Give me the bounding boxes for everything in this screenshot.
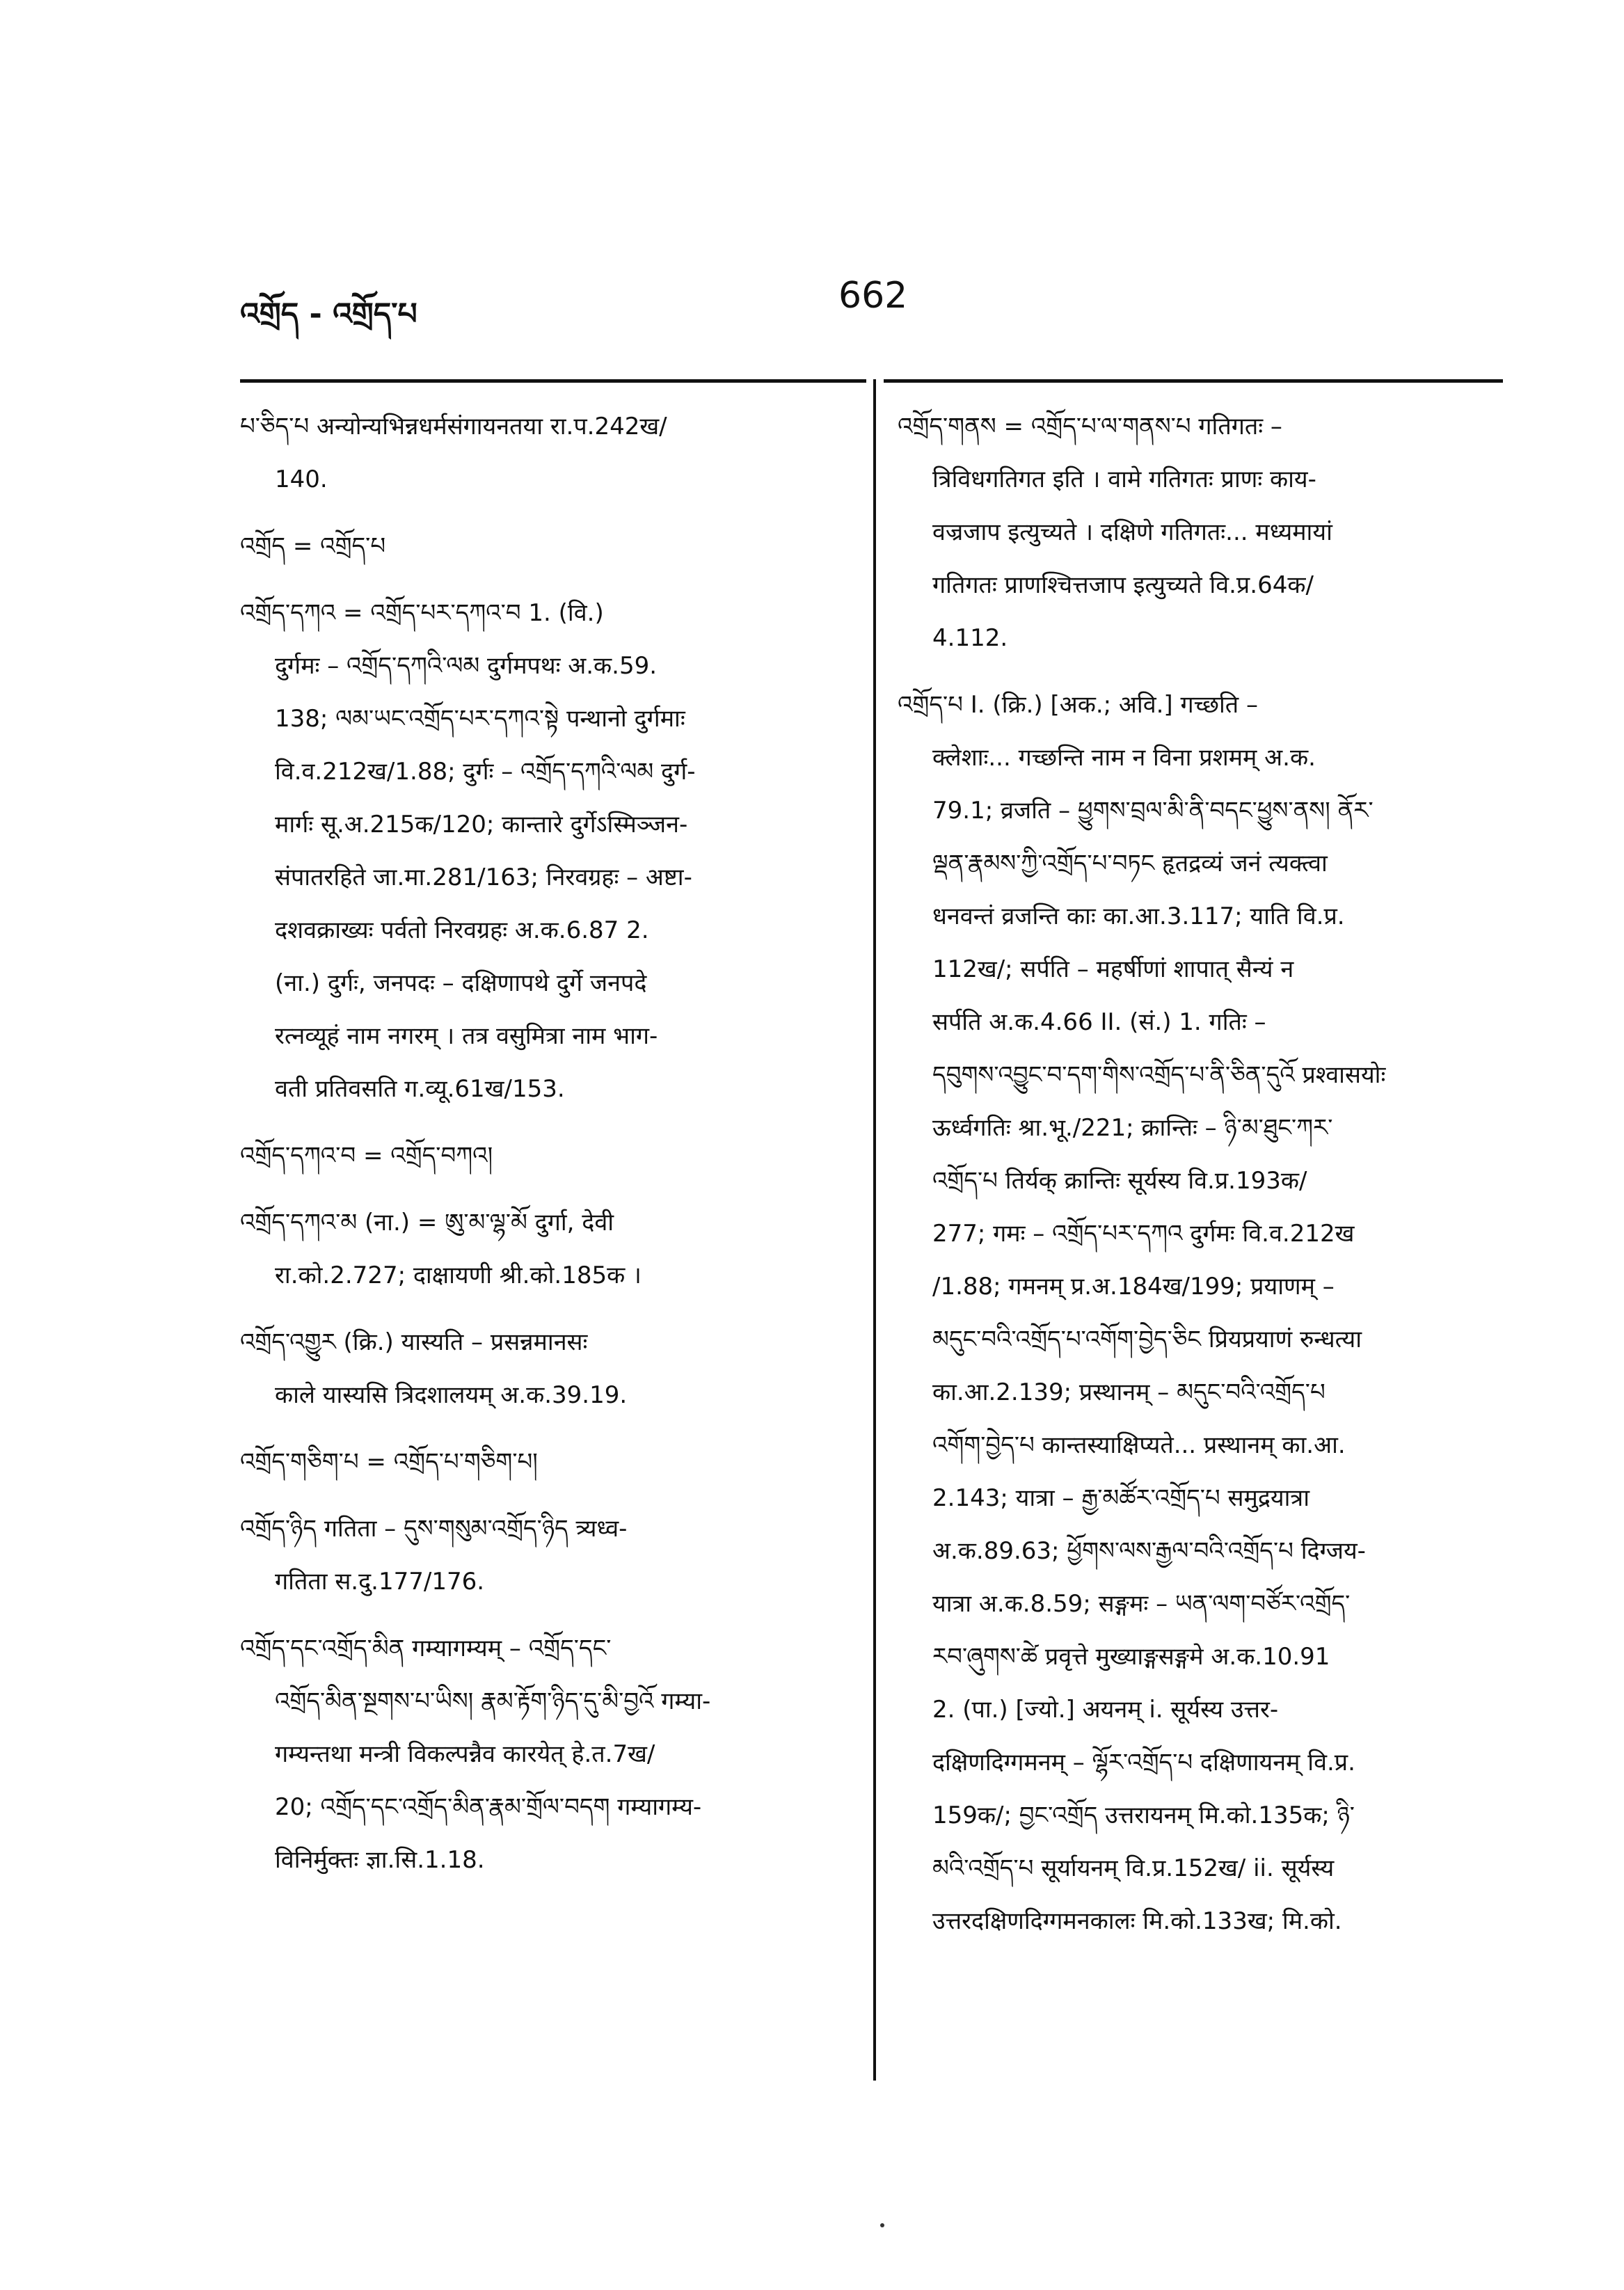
dictionary-entry xyxy=(898,678,1489,1948)
entry-line: त्रिविधगतिगत इति । वामे गतिगतः प्राणः काय- xyxy=(932,466,1316,493)
entry-line: 79.1; व्रजति – ཕྱུགས་བྲལ་མི་ནི་བདང་ཕྱུས་ནས། ནོར་ xyxy=(932,797,1374,825)
entry-line: दक्षिणदिग्गमनम् – ལྷོར་འགྲོད་པ दक्षिणायनम् वि.प्र. xyxy=(932,1749,1355,1776)
entry-headline: འགྲོད་དཀའ = འགྲོད་པར་དཀའ་བ 1. (वि.) xyxy=(240,599,604,627)
entry-line: 159क/; བྱང་འགྲོད उत्तरायनम् मि.को.135क; ཉི་ xyxy=(932,1802,1355,1829)
entry-line: वि.व.212ख/1.88; दुर्गः – འགྲོད་དཀའི་ལམ दुर्ग- xyxy=(275,758,696,786)
entry-line: सर्पति अ.क.4.66 II. (सं.) 1. गतिः – xyxy=(932,1008,1266,1036)
right-column xyxy=(898,400,1489,1962)
entry-line: མའི་འགྲོད་པ सूर्यायनम् वि.प्र.152ख/ ii. सूर्यस्य xyxy=(932,1854,1335,1882)
entry-headline: འགྲོད་ཉིད गतिता – དུས་གསུམ་འགྲོད་ཉིད त्र्यध्व- xyxy=(240,1515,628,1543)
entry-headline: འགྲོད་གནས = འགྲོད་པ་ལ་གནས་པ गतिगतः – xyxy=(898,413,1282,440)
entry-line: མདུང་བའི་འགྲོད་པ་འགོག་བྱེད་ཅིང प्रियप्रयाणं रुन्धत्या xyxy=(932,1326,1362,1353)
entry-line: रा.को.2.727; दाक्षायणी श्री.को.185क । xyxy=(275,1262,642,1289)
entry-line: ऊर्ध्वगतिः श्रा.भू./221; क्रान्तिः – ཉི་མ་ཐུང་ཀར་ xyxy=(932,1114,1333,1142)
entry-line: /1.88; गमनम् प्र.अ.184ख/199; प्रयाणम् – xyxy=(932,1273,1335,1301)
entry-line: क्लेशाः... गच्छन्ति नाम न विना प्रशमम् अ.क. xyxy=(932,744,1316,772)
entry-line: दशवक्राख्यः पर्वतो निरवग्रहः अ.क.6.87 2. xyxy=(275,916,649,944)
entry-line: गतिता स.दु.177/176. xyxy=(275,1568,485,1596)
entry-headline: འགྲོད་འགྱུར (क्रि.) यास्यति – प्रसन्नमानसः xyxy=(240,1328,588,1356)
entry-line: འགོག་བྱེད་པ कान्तस्याक्षिप्यते... प्रस्थानम् का.आ. xyxy=(932,1431,1346,1459)
page-speck xyxy=(880,2223,884,2227)
dictionary-entry xyxy=(240,1129,842,1182)
entry-line: དབུགས་འབྱུང་བ་དག་གིས་འགྲོད་པ་ནི་ཅིན་དུའོ प्रश्वासयोः xyxy=(932,1061,1386,1089)
column-divider xyxy=(873,379,876,2081)
dictionary-entry xyxy=(240,1196,842,1302)
entry-line: 2. (पा.) [ज्यो.] अयनम् i. सूर्यस्य उत्तर- xyxy=(932,1696,1279,1724)
entry-headline: འགྲོད་པ I. (क्रि.) [अक.; अवि.] गच्छति – xyxy=(898,691,1258,719)
entry-line: རབ་ཞུགས་ཚེ प्रवृत्ते मुख्याङ्गसङ्गमे अ.क.10.91 xyxy=(932,1643,1330,1671)
entry-line: 112ख/; सर्पति – महर्षीणां शापात् सैन्यं न xyxy=(932,955,1294,983)
entry-headline: འགྲོད = འགྲོད་པ xyxy=(240,532,386,560)
entry-line: यात्रा अ.क.8.59; सङ्गमः – ཡན་ལག་བཙོར་འགྲོད་ xyxy=(932,1590,1351,1618)
entry-line: काले यास्यसि त्रिदशालयम् अ.क.39.19. xyxy=(275,1381,628,1409)
dictionary-entry xyxy=(898,400,1489,665)
entry-line: संपातरहिते जा.मा.281/163; निरवग्रहः – अष्टा- xyxy=(275,864,692,891)
header-rule-right xyxy=(884,379,1503,383)
entry-headline: འགྲོད་གཅིག་པ = འགྲོད་པ་གཅིག་པ། xyxy=(240,1448,538,1476)
entry-line: འགྲོད་པ तिर्यक् क्रान्तिः सूर्यस्य वि.प्र.193क/ xyxy=(932,1167,1307,1195)
dictionary-entry xyxy=(240,1502,842,1608)
running-head: འགྲོད - འགྲོད་པ xyxy=(240,296,417,332)
entry-line: वज्रजाप इत्युच्यते । दक्षिणे गतिगतः... मध्यमायां xyxy=(932,518,1332,546)
entry-line: 277; गमः – འགྲོད་པར་དཀའ दुर्गमः वि.व.212ख xyxy=(932,1220,1355,1248)
dictionary-entry xyxy=(240,587,842,1115)
entry-line: འགྲོད་མིན་སྔགས་པ་ཡིས། རྣམ་རྟོག་ཉིད་དུ་མི་བྱའོ गम्या- xyxy=(275,1687,711,1715)
dictionary-entry xyxy=(240,1436,842,1488)
header-rule-left xyxy=(240,379,866,383)
entry-line: का.आ.2.139; प्रस्थानम् – མདུང་བའི་འགྲོད་པ xyxy=(932,1378,1326,1406)
entry-headline: འགྲོད་དང་འགྲོད་མིན गम्यागम्यम् – འགྲོད་དང་ xyxy=(240,1635,612,1662)
entry-headline: པ་ཅིད་པ अन्योन्यभिन्नधर्मसंगायनतया रा.प.242ख/ xyxy=(240,413,667,440)
entry-line: उत्तरदक्षिणदिग्गमनकालः मि.को.133ख; मि.को. xyxy=(932,1907,1342,1935)
entry-line: रत्नव्यूहं नाम नगरम् । तत्र वसुमित्रा नाम भाग- xyxy=(275,1022,658,1050)
dictionary-entry xyxy=(240,1316,842,1422)
entry-line: 2.143; यात्रा – རྒྱ་མཚོར་འགྲོད་པ समुद्रयात्रा xyxy=(932,1484,1309,1512)
entry-line: 138; ལམ་ཡང་འགྲོད་པར་དཀའ་སྟེ पन्थानो दुर्गमाः xyxy=(275,705,685,733)
entry-line: (ना.) दुर्गः, जनपदः – दक्षिणापथे दुर्गे जनपदे xyxy=(275,969,647,997)
entry-line: 20; འགྲོད་དང་འགྲོད་མིན་རྣམ་གྲོལ་བདག गम्यागम्य- xyxy=(275,1793,702,1821)
dictionary-entry xyxy=(240,1622,842,1886)
entry-headline: འགྲོད་དཀའ་མ (ना.) = ཨུ་མ་ལྷ་མོ दुर्गा, देवी xyxy=(240,1209,614,1237)
entry-line: गम्यन्तथा मन्त्री विकल्पन्नैव कारयेत् हे.त.7ख/ xyxy=(275,1740,655,1768)
entry-line: 140. xyxy=(275,466,328,493)
entry-line: धनवन्तं व्रजन्ति काः का.आ.3.117; याति वि.प्र. xyxy=(932,903,1345,930)
entry-line: गतिगतः प्राणश्चित्तजाप इत्युच्यते वि.प्र.64क/ xyxy=(932,571,1314,599)
entry-line: ལྡན་རྣམས་ཀྱི་འགྲོད་པ་བཏང हृतद्रव्यं जनं त्यक्त्वा xyxy=(932,850,1328,877)
entry-line: विनिर्मुक्तः ज्ञा.सि.1.18. xyxy=(275,1846,485,1874)
entry-line: मार्गः सू.अ.215क/120; कान्तारे दुर्गेऽस्मिञ्जन- xyxy=(275,811,688,838)
entry-headline: འགྲོད་དཀའ་བ = འགྲོད་བཀའ། xyxy=(240,1142,493,1170)
entry-line: दुर्गमः – འགྲོད་དཀའི་ལམ दुर्गमपथः अ.क.59. xyxy=(275,652,658,680)
entry-line: अ.क.89.63; ཕྱོགས་ལས་རྒྱལ་བའི་འགྲོད་པ दिग्जय- xyxy=(932,1537,1366,1565)
entry-line: 4.112. xyxy=(932,624,1008,652)
left-column xyxy=(240,400,842,1900)
dictionary-entry xyxy=(240,400,842,506)
page-number: 662 xyxy=(838,275,908,317)
dictionary-entry xyxy=(240,520,842,573)
entry-line: वती प्रतिवसति ग.व्यू.61ख/153. xyxy=(275,1075,565,1103)
